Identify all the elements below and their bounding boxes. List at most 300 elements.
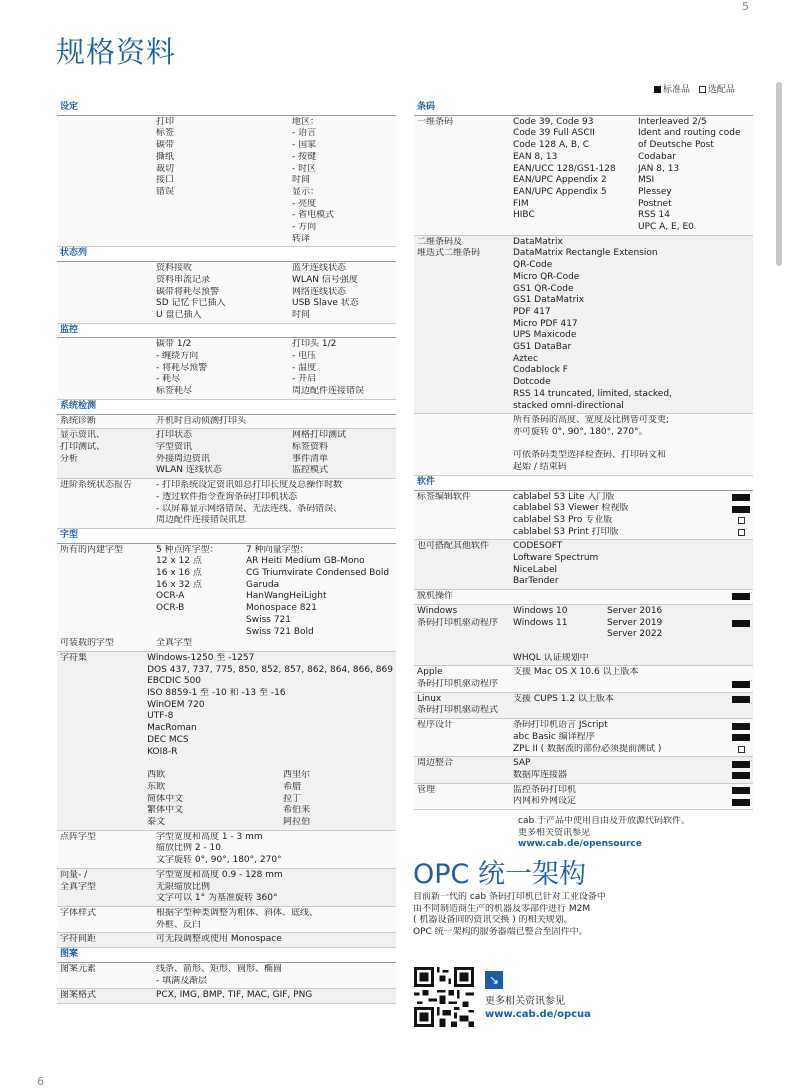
page-title: 规格资料 <box>56 35 177 69</box>
standard-square-icon <box>732 799 750 806</box>
spec-row <box>414 784 753 810</box>
spec-section <box>57 247 396 323</box>
cell-line: 二维条码及 <box>417 236 463 247</box>
spec-value <box>153 933 396 947</box>
spec-value <box>153 116 396 247</box>
standard-square-icon <box>732 723 750 730</box>
cell-line: Code 39, Code 93 <box>513 116 594 127</box>
cell-line: 字体样式 <box>60 908 97 918</box>
cell <box>156 339 292 398</box>
cell-line: 线条、箭形、矩形、圆形、椭圆 <box>156 963 283 974</box>
cell-line: 堆迭式二维条码 <box>417 248 481 259</box>
cell-line: 16 x 32 点 <box>156 579 202 590</box>
cell-line: - 按键 <box>292 151 317 162</box>
cell-line: 网格打印测试 <box>292 430 347 441</box>
cell-line: DataMatrix Rectangle Extension <box>513 248 658 259</box>
arrow-icon: ↘ <box>485 971 503 989</box>
section-title: 字型 <box>57 529 396 544</box>
cell <box>414 693 510 718</box>
cell-line: ZPL II ( 数据流的部份必须提前测试 ) <box>513 743 662 754</box>
spec-value <box>153 831 396 868</box>
cell-line: DEC MCS <box>147 734 189 745</box>
spec-value <box>153 479 396 528</box>
cell-line: 显示资讯、 <box>60 430 106 441</box>
cell <box>607 606 732 665</box>
legend-standard: 标准品 <box>663 85 691 95</box>
cell-line: 周边配件连接错误讯息 <box>156 515 247 526</box>
cell-line: cablabel S3 Lite 入门版 <box>513 491 615 502</box>
cell-line: FIM <box>513 198 529 209</box>
cell-line <box>60 627 150 639</box>
value-block <box>513 758 732 781</box>
cell-line: 周边配件连接错误 <box>292 386 365 397</box>
spec-value <box>510 666 753 691</box>
value-block <box>147 653 393 829</box>
opcua-link[interactable]: www.cab.de/opcua <box>485 1009 591 1020</box>
spec-value <box>510 236 753 414</box>
cell <box>292 117 393 246</box>
opensource-link[interactable]: www.cab.de/opensource <box>518 839 642 850</box>
cell-line: 周边整合 <box>417 758 454 769</box>
qr-code-icon <box>414 967 474 1027</box>
cell <box>156 934 393 946</box>
spec-section <box>57 400 396 529</box>
cell <box>246 545 393 650</box>
cell <box>513 720 732 755</box>
cell-line: 错误 <box>156 186 175 197</box>
cell-line: 碳带将耗尽预警 <box>156 286 220 297</box>
cell <box>513 758 732 781</box>
cell <box>414 116 510 235</box>
opensource-note <box>518 816 690 851</box>
cell <box>57 933 153 947</box>
cell-line: 资料串流记录 <box>156 274 211 285</box>
cell <box>156 990 393 1002</box>
spec-value <box>510 784 753 809</box>
standard-square-icon <box>732 593 750 600</box>
cell-line: RSS 14 <box>638 210 670 221</box>
cell-line: 系统诊断 <box>60 415 97 426</box>
cell-line <box>60 615 150 627</box>
spec-value <box>153 963 396 988</box>
cell-line: 资料接收 <box>156 263 193 274</box>
cell <box>57 963 153 988</box>
cell-line: 管理 <box>417 784 436 795</box>
cell-line: Server 2022 <box>607 629 663 640</box>
value-block <box>156 416 393 428</box>
spec-row <box>57 479 396 529</box>
optional-square-icon <box>699 86 706 93</box>
mark-cell <box>732 796 750 808</box>
cell <box>414 666 510 691</box>
cell-line: 可无段调整或使用 Monospace <box>156 934 282 945</box>
standard-square-icon <box>732 787 750 794</box>
spec-value <box>153 869 396 906</box>
cell-line: KOI8-R <box>147 746 178 757</box>
cell-line: - 缠绕方向 <box>156 351 199 362</box>
value-block <box>156 908 393 931</box>
section-title: 状态列 <box>57 247 396 262</box>
cell-line: UTF-8 <box>147 711 174 722</box>
spec-row <box>57 116 396 248</box>
spec-row <box>57 544 396 652</box>
optional-square-icon <box>738 529 745 536</box>
cell <box>513 492 732 539</box>
cell-line: DataMatrix <box>513 236 563 247</box>
cell-line: 转译 <box>292 233 311 244</box>
cell-line: 碳带 1/2 <box>156 339 192 350</box>
spec-row <box>414 491 753 541</box>
cell-line: - 电压 <box>292 351 317 362</box>
cell-line: 条码打印机驱动程序 <box>417 679 499 690</box>
cell <box>292 339 393 398</box>
cell-line: 监控条码打印机 <box>513 784 577 795</box>
cell-line: ISO 8859-1 至 -10 和 -13 至 -16 <box>147 688 286 699</box>
cell-line: - 温度 <box>292 362 317 373</box>
mark-cell <box>732 679 750 691</box>
spec-row <box>57 429 396 479</box>
spec-row <box>414 757 753 783</box>
cell <box>156 117 292 246</box>
cell-line: 希腊 <box>283 781 302 792</box>
cell <box>57 831 153 868</box>
cell-line: 裁切 <box>156 163 175 174</box>
cell-line: 7 种向量字型： <box>246 544 309 555</box>
cell-line: - 语言 <box>292 128 317 139</box>
cell-line: OCR-B <box>156 603 185 614</box>
legend <box>648 82 735 95</box>
cell-line: Windows <box>417 605 458 616</box>
cell-line: Linux <box>417 693 442 704</box>
cell-line: Micro QR-Code <box>513 271 580 282</box>
cell-line: SD 记忆卡已插入 <box>156 298 226 309</box>
spec-row <box>414 116 753 236</box>
cell-line: 所有的内建字型 <box>60 544 124 555</box>
cell-line: SAP <box>513 758 531 769</box>
cell <box>57 415 153 429</box>
cell-line: 16 x 16 点 <box>156 568 202 579</box>
cell-line: 数据库连接器 <box>513 769 568 780</box>
value-block <box>156 832 393 867</box>
cell-line: EAN/UPC Appendix 5 <box>513 186 607 197</box>
spec-section <box>57 324 396 400</box>
cell-line: WLAN 信号强度 <box>292 274 358 285</box>
cell-line: Windows-1250 至 -1257 <box>147 652 255 663</box>
spec-section <box>414 476 753 810</box>
cell <box>156 263 292 322</box>
cell-line: 一维条码 <box>417 116 454 127</box>
spec-row <box>57 989 396 1004</box>
mark-cell <box>732 732 750 744</box>
spec-value <box>153 262 396 323</box>
cell-line: 分析 <box>60 453 79 464</box>
cell-line: - 开启 <box>292 374 317 385</box>
cell-line: 标签编辑软件 <box>417 491 472 502</box>
spec-value <box>510 491 753 540</box>
cell-line: 外框、反白 <box>156 919 202 930</box>
cell-line: 条码打印机语言 JScript <box>513 720 608 731</box>
value-block <box>513 492 732 539</box>
cell-line: - 亮度 <box>292 198 317 209</box>
spec-value <box>510 757 753 782</box>
mark-cell <box>732 527 750 539</box>
cell-line: 起始 / 结束码 <box>513 462 567 473</box>
cell-line: U 盘已插入 <box>156 309 202 320</box>
availability-marks <box>732 591 750 603</box>
spec-row <box>414 590 753 605</box>
cell-line <box>607 653 732 665</box>
cell-line: 根据字型种类调整为粗体、斜体、底线、 <box>156 908 319 918</box>
legend-optional: 选配品 <box>707 85 735 95</box>
availability-marks <box>732 785 750 808</box>
cell-line: - 国家 <box>292 140 317 151</box>
opc-line: 目前新一代的 cab 条码打印机已针对工业设备中 <box>413 892 606 902</box>
availability-marks <box>732 606 750 665</box>
standard-square-icon <box>732 506 750 513</box>
cell-line: QR-Code <box>513 260 553 271</box>
cell-line: Loftware Spectrum <box>513 553 599 564</box>
cell-line: 也可搭配其他软件 <box>417 541 490 552</box>
opc-line: OPC 统一架构的服务器端已整合至固件中。 <box>413 927 588 938</box>
cell <box>156 870 393 905</box>
cell-line <box>513 641 607 653</box>
cell-line: 打印测试、 <box>60 441 106 452</box>
mark-cell <box>732 618 750 630</box>
cell-line <box>60 603 150 615</box>
mark-cell <box>732 744 750 756</box>
cell-line: NiceLabel <box>513 564 557 575</box>
cell-line: 字符间距 <box>60 934 97 945</box>
mark-cell <box>732 770 750 782</box>
cell-line: 标签资料 <box>292 441 329 452</box>
cell-line: 图案格式 <box>60 990 97 1001</box>
availability-marks <box>732 541 750 588</box>
cell-line: Windows 10 <box>513 605 568 616</box>
cell-line: 进阶系统状态报告 <box>60 480 133 491</box>
cell-line <box>513 679 732 691</box>
cell-line: BarTender <box>513 576 559 587</box>
cell-line: Codablock F <box>513 365 568 376</box>
cell <box>513 667 732 690</box>
value-block <box>156 870 393 905</box>
value-block <box>513 415 750 474</box>
cell <box>414 414 510 475</box>
cell <box>57 262 153 323</box>
cell-line: 缩放比例 2 - 10 <box>156 843 222 854</box>
cell <box>513 694 732 717</box>
section-title: 图案 <box>57 948 396 963</box>
value-block <box>513 720 732 755</box>
availability-marks <box>732 667 750 690</box>
cell-line <box>513 591 732 603</box>
cell-line: 东欧 <box>147 781 166 792</box>
cell-line: 监控模式 <box>292 465 329 476</box>
cell-line: 字型资讯 <box>156 441 193 452</box>
spec-row <box>414 693 753 719</box>
cell-line: Garuda <box>246 579 280 590</box>
spec-row <box>57 869 396 907</box>
cell-line: 程序设计 <box>417 720 454 731</box>
standard-square-icon <box>654 86 661 93</box>
cell-line: WHQL 认证规划中 <box>513 652 589 663</box>
cell-line: USB Slave 状态 <box>292 298 359 309</box>
cell-line: DOS 437, 737, 775, 850, 852, 857, 862, 864, 866, 869 <box>147 664 393 675</box>
cell <box>57 479 153 528</box>
spec-value <box>153 338 396 399</box>
value-block <box>156 480 393 527</box>
spec-value <box>510 719 753 756</box>
cell <box>57 544 153 651</box>
spec-row <box>57 907 396 933</box>
section-title: 软件 <box>414 476 753 491</box>
cell-line: HIBC <box>513 210 535 221</box>
cell-line: - 打印系统设定资讯如总打印长度及总操作时数 <box>156 480 343 491</box>
cell-line: 繁体中文 <box>147 805 184 816</box>
cell-line: 脱机操作 <box>417 591 454 602</box>
cell-line: UPC A, E, E0 <box>638 222 694 233</box>
cell-line: HanWangHeiLight <box>246 591 327 602</box>
cell-line: 接口 <box>156 175 175 186</box>
cell-line: EBCDIC 500 <box>147 676 202 687</box>
mark-cell <box>732 694 750 706</box>
cell-line: Windows 11 <box>513 617 568 628</box>
cell-line: 简体中文 <box>147 793 184 804</box>
availability-marks <box>732 720 750 755</box>
opc-line: ( 机器设备间的资讯交换 ) 的相关规划。 <box>413 915 573 926</box>
cell-line: Swiss 721 <box>246 614 291 625</box>
cell-line: - 以屏幕显示网络错误、无法连线、条码错误、 <box>156 503 343 514</box>
cell <box>414 491 510 540</box>
opc-line: 由不同制造商生产的机器及零部件进行 M2M <box>413 903 591 914</box>
spec-value <box>153 415 396 429</box>
cell-line: Aztec <box>513 353 538 364</box>
cell-line: Swiss 721 Bold <box>246 626 314 637</box>
section-title: 条码 <box>414 101 753 116</box>
optional-square-icon <box>738 517 745 524</box>
cell-line: of Deutsche Post <box>638 140 714 151</box>
cell <box>147 653 393 758</box>
cell <box>57 989 153 1003</box>
cell-line: Ident and routing code <box>638 128 741 139</box>
spec-value <box>144 652 396 830</box>
cell-line: EAN 8, 13 <box>513 151 558 162</box>
spec-row <box>57 963 396 989</box>
cell-line: - 透过软件指令查询条码打印机状态 <box>156 491 298 502</box>
spec-row <box>414 236 753 415</box>
cell-line: 西里尔 <box>283 770 311 781</box>
mark-cell <box>732 515 750 527</box>
cell-line: CG Triumvirate Condensed Bold <box>246 568 390 579</box>
spec-row <box>414 540 753 590</box>
cell-line: 标签 <box>156 128 175 139</box>
optional-square-icon <box>738 746 745 753</box>
cell-line: OCR-A <box>156 591 185 602</box>
cell-line: Micro PDF 417 <box>513 318 578 329</box>
standard-square-icon <box>732 696 750 703</box>
cell-line: 希伯来 <box>283 805 311 816</box>
opc-description <box>413 892 606 939</box>
cell <box>513 606 607 665</box>
cell-line: Codabar <box>638 151 676 162</box>
spec-row <box>414 719 753 757</box>
spec-value <box>510 116 753 235</box>
value-block <box>156 934 393 946</box>
cell-line <box>60 568 150 580</box>
spec-value <box>510 590 753 604</box>
cell-line <box>60 556 150 568</box>
cell-line: Monospace 821 <box>246 603 317 614</box>
cell-line: Apple <box>417 667 443 678</box>
cell-line: Postnet <box>638 198 672 209</box>
availability-marks <box>732 758 750 781</box>
cell <box>292 430 393 477</box>
cell-line: - 省电模式 <box>292 210 335 221</box>
spec-row <box>414 414 753 476</box>
cell-line: MacRoman <box>147 723 197 734</box>
mark-cell <box>732 503 750 515</box>
cell-line: GS1 QR-Code <box>513 283 574 294</box>
cell-line: - 时区 <box>292 163 317 174</box>
cell-line: WinOEM 720 <box>147 699 205 710</box>
cell-line: RSS 14 truncated, limited, stacked, <box>513 388 672 399</box>
cell <box>156 832 393 867</box>
cell-line: UPS Maxicode <box>513 330 577 341</box>
cell <box>513 237 750 413</box>
cell-line: 可装载的字型 <box>60 638 115 649</box>
cell <box>292 263 393 322</box>
spec-section <box>57 948 396 1004</box>
cell-line: 字型宽度和高度 1 - 3 mm <box>156 831 263 842</box>
cell-line: 支援 CUPS 1.2 以上版本 <box>513 693 614 704</box>
cell <box>414 590 510 604</box>
value-block <box>513 667 732 690</box>
more-info <box>485 971 591 1021</box>
cell <box>147 770 283 829</box>
cell-line: WLAN 连线状态 <box>156 465 222 476</box>
cell-line: 全真字型 <box>60 881 97 892</box>
cell <box>156 480 393 527</box>
spec-value <box>510 414 753 475</box>
page-number-top: 5 <box>742 0 749 13</box>
spec-row <box>414 666 753 692</box>
section-title: 监控 <box>57 324 396 339</box>
cell <box>57 116 153 247</box>
split-block <box>147 770 393 829</box>
standard-square-icon <box>732 494 750 501</box>
cell-line: 地区： <box>292 116 320 127</box>
standard-square-icon <box>732 761 750 768</box>
mark-cell <box>732 758 750 770</box>
cell <box>57 338 153 399</box>
spacer <box>147 758 393 770</box>
cell-line: - 耗尽 <box>156 374 181 385</box>
scrollbar[interactable] <box>776 82 782 266</box>
cell-line: 打印状态 <box>156 430 193 441</box>
cell-line: 图案元素 <box>60 963 97 974</box>
cell-line: 字符集 <box>60 652 88 663</box>
cell-line <box>607 641 732 653</box>
mark-cell <box>732 492 750 504</box>
spec-row <box>414 605 753 667</box>
cell <box>414 757 510 782</box>
cell-line: CODESOFT <box>513 541 563 552</box>
cell-line: 拉丁 <box>283 793 302 804</box>
cell-line: 时间 <box>292 175 311 186</box>
cell-line: Code 128 A, B, C <box>513 140 589 151</box>
cell <box>513 117 638 234</box>
spec-row <box>57 415 396 430</box>
cell-line: GS1 DataBar <box>513 342 572 353</box>
